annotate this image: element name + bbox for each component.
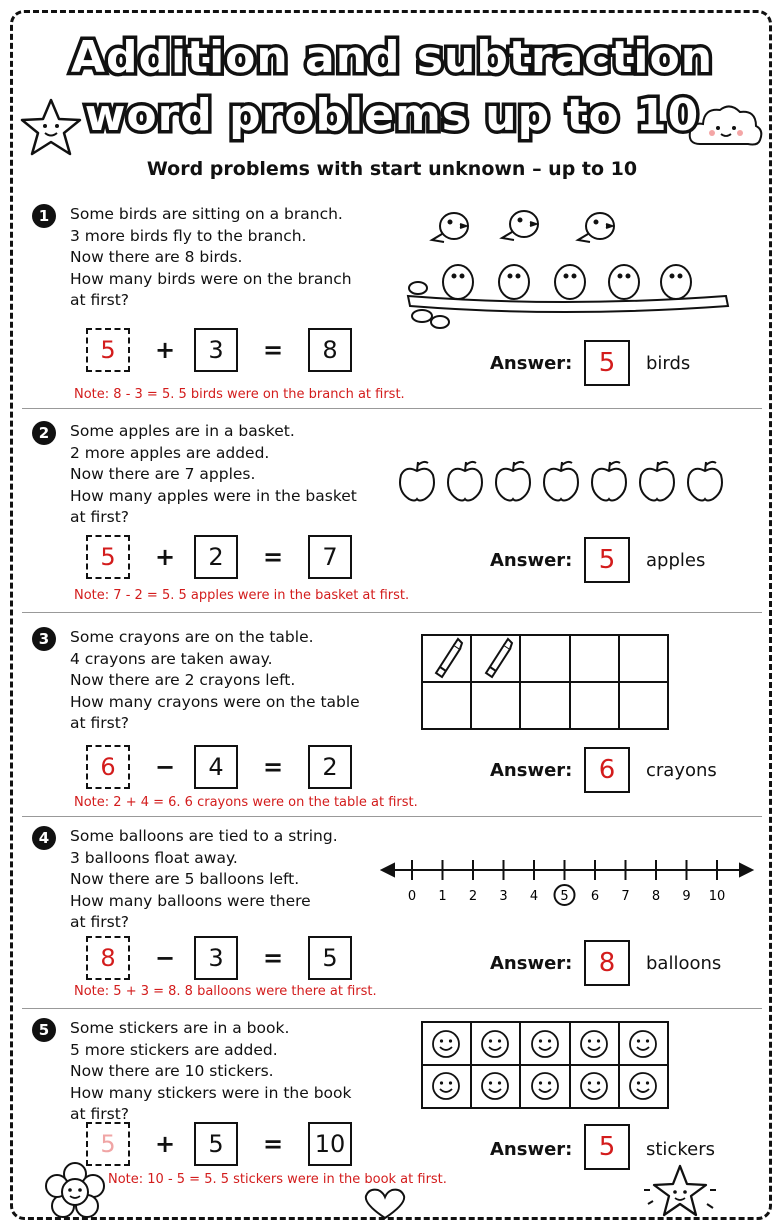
- equals-sign: =: [262, 336, 284, 364]
- number-line-label: 7: [621, 889, 630, 904]
- number-line-label: 9: [682, 889, 691, 904]
- equals-sign: =: [262, 944, 284, 972]
- flower-icon: [40, 1160, 110, 1220]
- problem-number: 3: [32, 627, 56, 651]
- story-line: Some apples are in a basket.: [70, 422, 295, 440]
- apple-icon: [688, 462, 722, 501]
- bird-icon: [443, 265, 473, 299]
- story-line: 2 more apples are added.: [70, 443, 270, 462]
- smiley-sticker-icon: [532, 1073, 558, 1099]
- smiley-sticker-icon: [630, 1031, 656, 1057]
- number-line-label: 10: [708, 889, 726, 904]
- story-line: Now there are 7 apples.: [70, 465, 256, 483]
- story-line: at first?: [70, 291, 130, 309]
- story-line: 4 crayons are taken away.: [70, 649, 273, 668]
- story-line: How many stickers were in the book: [70, 1083, 352, 1102]
- result-box: 10: [308, 1122, 352, 1166]
- operator: −: [154, 944, 176, 972]
- answer-box[interactable]: 6: [584, 747, 630, 793]
- ten-frame-stickers: [420, 1020, 672, 1112]
- bird-icon: [432, 213, 468, 242]
- divider: [22, 612, 762, 613]
- apple-icon: [592, 462, 626, 501]
- smiley-sticker-icon: [433, 1031, 459, 1057]
- story-line: How many apples were in the basket: [70, 486, 357, 505]
- smiley-sticker-icon: [581, 1073, 607, 1099]
- story-line: 5 more stickers are added.: [70, 1040, 278, 1059]
- story-line: How many birds were on the branch: [70, 269, 352, 288]
- number-line-label: 2: [468, 889, 478, 904]
- apple-icon: [544, 462, 578, 501]
- answer-label: Answer:: [490, 1139, 573, 1160]
- equals-sign: =: [262, 1130, 284, 1158]
- answer-unit: stickers: [646, 1139, 715, 1160]
- number-line-label: 3: [499, 889, 508, 904]
- unknown-start-box[interactable]: 5: [86, 1122, 130, 1166]
- result-box: 8: [308, 328, 352, 372]
- answer-unit: crayons: [646, 760, 717, 781]
- change-box: 2: [194, 535, 238, 579]
- answer-box[interactable]: 8: [584, 940, 630, 986]
- smiley-sticker-icon: [630, 1073, 656, 1099]
- note-text: Note: 7 - 2 = 5. 5 apples were in the basket at first.: [74, 588, 410, 603]
- story-line: at first?: [70, 913, 130, 931]
- birds-on-branch-picture: [402, 204, 732, 334]
- change-box: 4: [194, 745, 238, 789]
- unknown-start-box[interactable]: 6: [86, 745, 130, 789]
- story-line: Now there are 2 crayons left.: [70, 671, 296, 689]
- answer-unit: balloons: [646, 953, 722, 974]
- story-line: How many balloons were there: [70, 891, 311, 910]
- bird-icon: [661, 265, 691, 299]
- note-text: Note: 10 - 5 = 5. 5 stickers were in the book at first.: [108, 1172, 447, 1187]
- answer-label: Answer:: [490, 953, 573, 974]
- story-line: at first?: [70, 508, 130, 526]
- equals-sign: =: [262, 753, 284, 781]
- unknown-start-box[interactable]: 5: [86, 328, 130, 372]
- answer-label: Answer:: [490, 353, 573, 374]
- problem-number: 2: [32, 421, 56, 445]
- bird-icon: [555, 265, 585, 299]
- note-text: Note: 2 + 4 = 6. 6 crayons were on the table at first.: [74, 795, 418, 810]
- smiley-sticker-icon: [482, 1073, 508, 1099]
- number-line-label: 5: [560, 889, 569, 904]
- smiley-sticker-icon: [433, 1073, 459, 1099]
- bird-icon: [499, 265, 529, 299]
- apple-icon: [448, 462, 482, 501]
- answer-box[interactable]: 5: [584, 1124, 630, 1170]
- operator: +: [154, 336, 176, 364]
- result-box: 5: [308, 936, 352, 980]
- note-text: Note: 8 - 3 = 5. 5 birds were on the branch at first.: [74, 387, 405, 402]
- story-line: Some stickers are in a book.: [70, 1019, 290, 1037]
- story-line: Some birds are sitting on a branch.: [70, 205, 343, 223]
- story-line: 3 balloons float away.: [70, 848, 238, 867]
- answer-box[interactable]: 5: [584, 537, 630, 583]
- result-box: 2: [308, 745, 352, 789]
- problem-number: 5: [32, 1018, 56, 1042]
- page-title: Addition and subtraction: [70, 32, 714, 83]
- crayon-icon: [436, 639, 462, 677]
- divider: [22, 408, 762, 409]
- story-line: Now there are 8 birds.: [70, 248, 243, 266]
- smiley-sticker-icon: [482, 1031, 508, 1057]
- number-line-label: 0: [407, 889, 417, 904]
- heart-icon: [360, 1186, 410, 1222]
- story-line: at first?: [70, 714, 130, 732]
- number-line-label: 1: [438, 889, 447, 904]
- page-subtitle: Word problems with start unknown – up to 10: [146, 158, 638, 180]
- story-line: at first?: [70, 1105, 130, 1123]
- unknown-start-box[interactable]: 5: [86, 535, 130, 579]
- change-box: 3: [194, 328, 238, 372]
- bird-icon: [502, 211, 538, 240]
- operator: +: [154, 1130, 176, 1158]
- ten-frame-crayons: [420, 633, 672, 731]
- result-box: 7: [308, 535, 352, 579]
- operator: −: [154, 753, 176, 781]
- story-line: Some crayons are on the table.: [70, 628, 314, 646]
- page-title: word problems up to 10: [84, 90, 700, 141]
- problem-number: 4: [32, 826, 56, 850]
- smiley-sticker-icon: [581, 1031, 607, 1057]
- crayon-icon: [486, 639, 512, 677]
- equals-sign: =: [262, 543, 284, 571]
- story-line: Now there are 10 stickers.: [70, 1062, 274, 1080]
- answer-box[interactable]: 5: [584, 340, 630, 386]
- apple-icon: [400, 462, 434, 501]
- story-line: Now there are 5 balloons left.: [70, 870, 300, 888]
- answer-label: Answer:: [490, 760, 573, 781]
- note-text: Note: 5 + 3 = 8. 8 balloons were there at first.: [74, 984, 377, 999]
- divider: [22, 816, 762, 817]
- problem-number: 1: [32, 204, 56, 228]
- number-line-label: 6: [590, 889, 600, 904]
- number-line-label: 4: [529, 889, 539, 904]
- answer-unit: apples: [646, 550, 706, 571]
- divider: [22, 1008, 762, 1009]
- change-box: 3: [194, 936, 238, 980]
- unknown-start-box[interactable]: 8: [86, 936, 130, 980]
- bird-icon: [578, 213, 614, 242]
- bird-icon: [609, 265, 639, 299]
- smiley-sticker-icon: [532, 1031, 558, 1057]
- number-line: [380, 856, 756, 912]
- number-line-label: 8: [651, 889, 661, 904]
- apples-picture: [396, 457, 736, 507]
- apple-icon: [496, 462, 530, 501]
- answer-unit: birds: [646, 353, 691, 374]
- operator: +: [154, 543, 176, 571]
- answer-label: Answer:: [490, 550, 573, 571]
- apple-icon: [640, 462, 674, 501]
- change-box: 5: [194, 1122, 238, 1166]
- story-line: Some balloons are tied to a string.: [70, 827, 338, 845]
- story-line: 3 more birds fly to the branch.: [70, 226, 307, 245]
- story-line: How many crayons were on the table: [70, 692, 360, 711]
